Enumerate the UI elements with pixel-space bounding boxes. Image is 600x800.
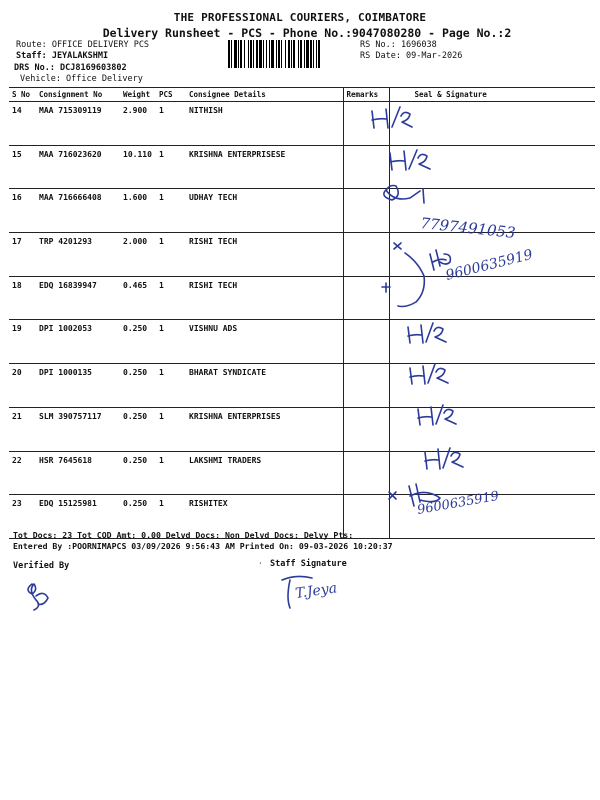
company-title: THE PROFESSIONAL COURIERS, COIMBATORE: [173, 11, 427, 24]
cell-consignment: MAA 715309119: [36, 102, 120, 146]
cell-sno: 14: [9, 102, 36, 146]
totals-line: Tot Docs: 23 Tot COD Amt: 0.00 Delvd Docs: Non Delvd Docs: Delvy Pts:: [13, 530, 354, 540]
entered-by-line: Entered By :POORNIMAPCS 03/09/2026 9:56:43 AM Printed On: 09-03-2026 10:20:37: [13, 541, 393, 551]
cell-consignment: DPI 1000135: [36, 364, 120, 408]
scribble-signature-16: [384, 186, 517, 242]
signature-17-18: [382, 243, 534, 307]
verified-by-label: Verified By: [13, 561, 70, 571]
cell-weight: 0.250: [120, 451, 156, 495]
svg-text:9600635919: 9600635919: [444, 246, 535, 284]
col-sno: S No: [9, 88, 36, 102]
rs-number: RS No.: 1696038: [360, 40, 437, 50]
cell-pcs: 1: [156, 320, 186, 364]
hr-signature-22: [425, 448, 463, 469]
cell-consignee: RISHI TECH: [186, 233, 343, 277]
cell-consignee: KRISHNA ENTERPRISES: [186, 407, 343, 451]
svg-text:9600635919: 9600635919: [416, 488, 501, 518]
cell-consignee: UDHAY TECH: [186, 189, 343, 233]
col-weight: Weight: [120, 88, 156, 102]
col-remarks: Remarks: [343, 88, 389, 102]
cell-consignment: SLM 390757117: [36, 407, 120, 451]
cell-weight: 0.250: [120, 495, 156, 539]
cell-sno: 19: [9, 320, 36, 364]
svg-text:T.Jeya: T.Jeya: [294, 580, 339, 602]
staff-signature-ink: [282, 576, 338, 608]
cell-pcs: 1: [156, 189, 186, 233]
col-seal-signature: Seal & Signature: [389, 88, 595, 102]
cell-consignee: RISHI TECH: [186, 276, 343, 320]
cell-consignee: NITHISH: [186, 102, 343, 146]
cell-consignee: LAKSHMI TRADERS: [186, 451, 343, 495]
cell-pcs: 1: [156, 102, 186, 146]
cell-weight: 0.250: [120, 364, 156, 408]
cell-consignment: MAA 716666408: [36, 189, 120, 233]
cell-sno: 23: [9, 495, 36, 539]
staff-signature-marker: ˙: [258, 562, 263, 571]
cell-consignment: MAA 716023620: [36, 145, 120, 189]
cell-sno: 22: [9, 451, 36, 495]
cell-pcs: 1: [156, 407, 186, 451]
cell-consignment: EDQ 15125981: [36, 495, 120, 539]
svg-text:7797491053: 7797491053: [419, 214, 517, 242]
cell-sno: 18: [9, 276, 36, 320]
staff-signature-label: Staff Signature: [270, 559, 347, 569]
cell-consignee: VISHNU ADS: [186, 320, 343, 364]
hr-signature-21: [418, 405, 456, 425]
cell-weight: 1.600: [120, 189, 156, 233]
cell-pcs: 1: [156, 233, 186, 277]
drs-label: DRS No.: DCJ8169603802: [14, 63, 127, 73]
cell-weight: 10.110: [120, 145, 156, 189]
cell-consignment: HSR 7645618: [36, 451, 120, 495]
cell-pcs: 1: [156, 364, 186, 408]
route-label: Route: OFFICE DELIVERY PCS: [16, 40, 150, 50]
hr-signature-19: [408, 323, 446, 343]
cell-pcs: 1: [156, 495, 186, 539]
cell-consignment: DPI 1002053: [36, 320, 120, 364]
cell-weight: 2.900: [120, 102, 156, 146]
col-consignee: Consignee Details: [186, 88, 343, 102]
cell-consignment: TRP 4201293: [36, 233, 120, 277]
hr-signature-14: [372, 107, 412, 128]
runsheet-title: Delivery Runsheet - PCS - Phone No.:9047080280 - Page No.:2: [102, 26, 512, 40]
cell-sno: 15: [9, 145, 36, 189]
cell-pcs: 1: [156, 276, 186, 320]
cell-sno: 17: [9, 233, 36, 277]
verified-signature: [28, 584, 48, 610]
rs-date: RS Date: 09-Mar-2026: [360, 51, 463, 61]
cell-weight: 0.250: [120, 407, 156, 451]
cell-weight: 0.250: [120, 320, 156, 364]
signature-23: [389, 484, 500, 518]
cell-pcs: 1: [156, 451, 186, 495]
cell-sno: 16: [9, 189, 36, 233]
staff-label: Staff: JEYALAKSHMI: [16, 51, 109, 61]
cell-consignee: RISHITEX: [186, 495, 343, 539]
col-consignment: Consignment No: [36, 88, 120, 102]
cell-consignee: KRISHNA ENTERPRISESE: [186, 145, 343, 189]
cell-consignment: EDQ 16839947: [36, 276, 120, 320]
col-pcs: PCS: [156, 88, 186, 102]
cell-weight: 2.000: [120, 233, 156, 277]
vehicle-label: Vehicle: Office Delivery: [20, 74, 143, 84]
cell-sno: 20: [9, 364, 36, 408]
cell-consignee: BHARAT SYNDICATE: [186, 364, 343, 408]
cell-pcs: 1: [156, 145, 186, 189]
hr-signature-15: [390, 150, 430, 170]
cell-weight: 0.465: [120, 276, 156, 320]
cell-sno: 21: [9, 407, 36, 451]
hr-signature-20: [410, 364, 448, 384]
